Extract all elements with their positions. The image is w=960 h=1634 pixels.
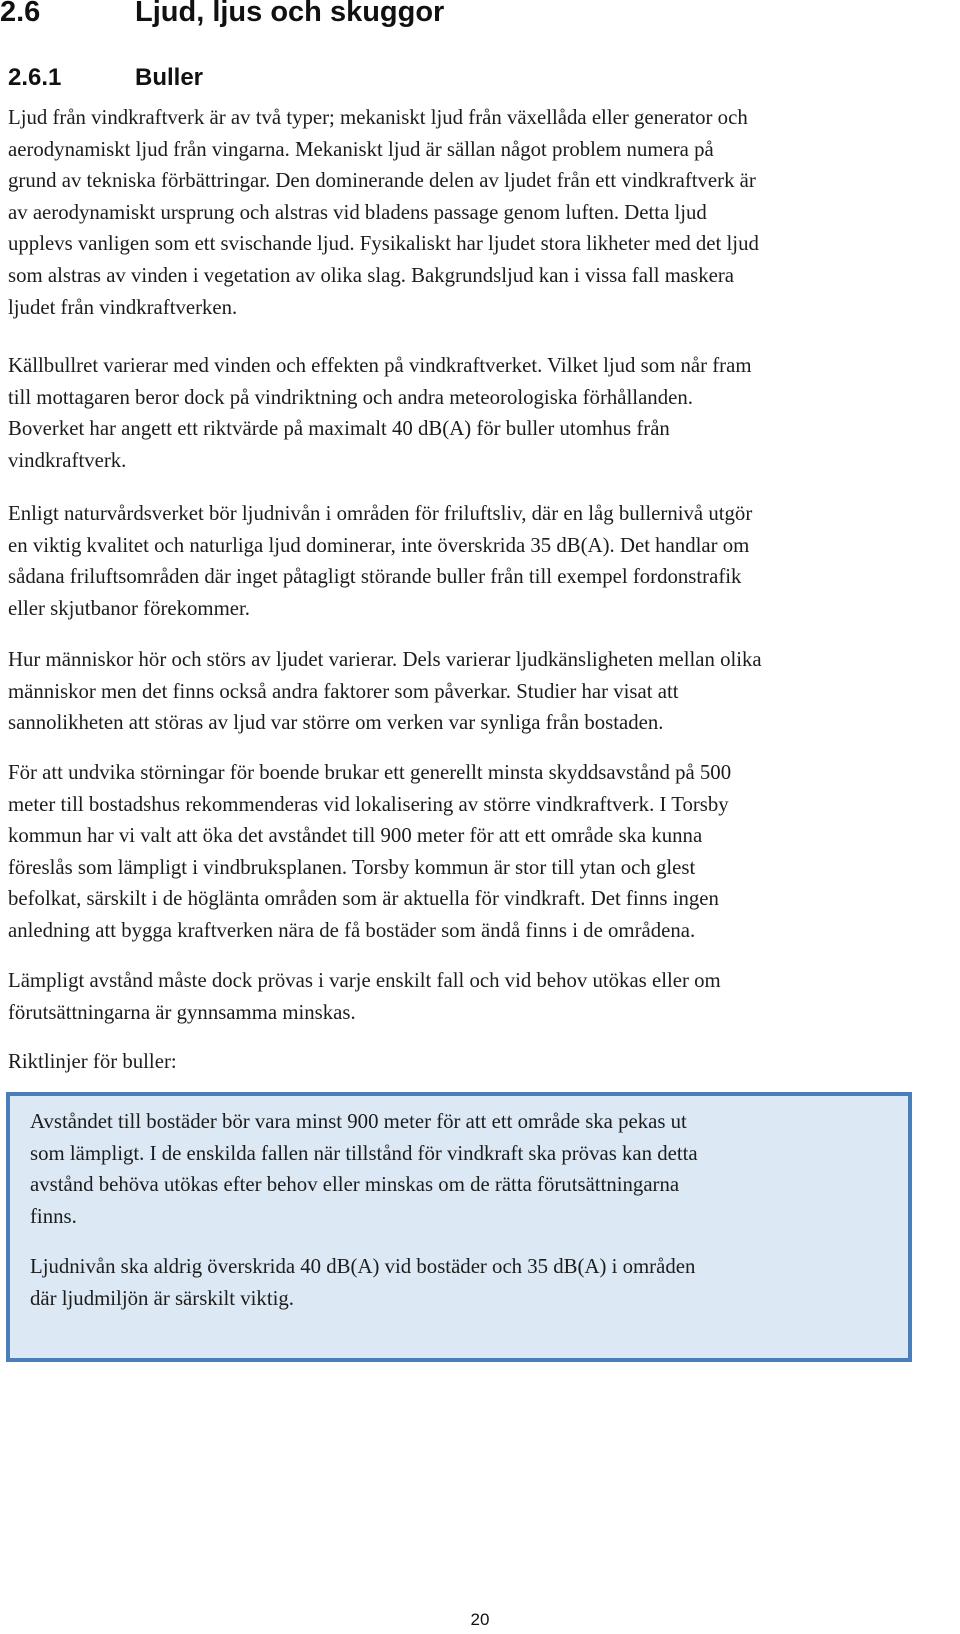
paragraph-line: Lämpligt avstånd måste dock prövas i varje enskilt fall och vid behov utökas eller om — [8, 969, 721, 992]
paragraph-line: Avståndet till bostäder bör vara minst 900 meter för att ett område ska pekas ut — [30, 1110, 687, 1133]
paragraph-line: eller skjutbanor förekommer. — [8, 596, 250, 620]
paragraph-line: som alstras av vinden i vegetation av olika slag. Bakgrundsljud kan i vissa fall maskera — [8, 263, 734, 287]
paragraph-line: meter till bostadshus rekommenderas vid lokalisering av större vindkraftverk. I Torsby — [8, 792, 729, 816]
paragraph-line: föreslås som lämpligt i vindbruksplanen. Torsby kommun är stor till ytan och glest — [8, 855, 696, 879]
guideline-paragraph — [30, 1106, 900, 1232]
paragraph-line: För att undvika störningar för boende brukar ett generellt minsta skyddsavstånd på 500 — [8, 761, 732, 784]
paragraph-line: Hur människor hör och störs av ljudet varierar. Dels varierar ljudkänsligheten mellan olika — [8, 648, 762, 671]
paragraph-line: befolkat, särskilt i de höglänta områden som är aktuella för vindkraft. Det finns ingen — [8, 887, 719, 911]
subsection-title: Buller — [135, 64, 204, 91]
section-title: Ljud, ljus och skuggor — [135, 0, 445, 28]
paragraph-line: Ljudnivån ska aldrig överskrida 40 dB(A) vid bostäder och 35 dB(A) i områden — [30, 1255, 696, 1278]
page-number: 20 — [470, 1610, 490, 1629]
paragraph-line: till mottagaren beror dock på vindriktning och andra meteorologiska förhållanden. — [8, 385, 693, 409]
subsection-number: 2.6.1 — [8, 64, 62, 91]
paragraph-line: Boverket har angett ett riktvärde på maximalt 40 dB(A) för buller utomhus från — [8, 417, 670, 441]
paragraph-line: av aerodynamiskt ursprung och alstras vid bladens passage genom luften. Detta ljud — [8, 200, 707, 224]
paragraph-line: människor men det finns också andra faktorer som påverkar. Studier har visat att — [8, 679, 679, 703]
paragraph-line: Ljud från vindkraftverk är av två typer; mekaniskt ljud från växellåda eller generator och — [8, 106, 748, 129]
paragraph-line: förutsättningarna är gynnsamma minskas. — [8, 1000, 356, 1024]
paragraph-line: avstånd behöva utökas efter behov eller minskas om de rätta förutsättningarna — [30, 1173, 680, 1197]
paragraph-line: Källbullret varierar med vinden och effekten på vindkraftverket. Vilket ljud som når fram — [8, 354, 752, 377]
paragraph-line: sådana friluftsområden där inget påtagligt störande buller från till exempel fordonstrafik — [8, 565, 742, 589]
paragraph — [8, 102, 958, 323]
section-number: 2.6 — [0, 0, 41, 28]
section-heading — [0, 0, 444, 29]
paragraph — [8, 757, 958, 947]
guidelines-box — [6, 1092, 912, 1362]
subsection-heading — [8, 64, 203, 92]
paragraph — [8, 644, 958, 739]
paragraph-line: Riktlinjer för buller: — [8, 1050, 177, 1073]
paragraph-line: finns. — [30, 1204, 77, 1228]
paragraph-line: ljudet från vindkraftverken. — [8, 295, 238, 319]
paragraph-line: aerodynamiskt ljud från vingarna. Mekaniskt ljud är sällan något problem numera på — [8, 137, 714, 161]
paragraph-line: kommun har vi valt att öka det avståndet till 900 meter för att ett område ska kunna — [8, 824, 703, 848]
paragraph — [8, 350, 958, 476]
paragraph-line: upplevs vanligen som ett svischande ljud. Fysikaliskt har ljudet stora likheter med det ljud — [8, 232, 759, 256]
paragraph-line: grund av tekniska förbättringar. Den dominerande delen av ljudet från ett vindkraftverk är — [8, 169, 756, 193]
paragraph-line: vindkraftverk. — [8, 448, 127, 472]
paragraph-line: sannolikheten att störas av ljud var större om verken var synliga från bostaden. — [8, 711, 664, 735]
guidelines-label — [8, 1046, 958, 1078]
paragraph-line: Enligt naturvårdsverket bör ljudnivån i områden för friluftsliv, där en låg bullernivå utgör — [8, 502, 753, 525]
paragraph-line: som lämpligt. I de enskilda fallen när tillstånd för vindkraft ska prövas kan detta — [30, 1141, 698, 1165]
paragraph-line: en viktig kvalitet och naturliga ljud dominerar, inte överskrida 35 dB(A). Det handlar om — [8, 533, 750, 557]
paragraph — [8, 498, 958, 624]
paragraph-line: anledning att bygga kraftverken nära de få bostäder som ändå finns i de områdena. — [8, 918, 696, 942]
paragraph — [8, 965, 958, 1028]
paragraph-line: där ljudmiljön är särskilt viktig. — [30, 1286, 294, 1310]
guideline-paragraph — [30, 1251, 900, 1314]
